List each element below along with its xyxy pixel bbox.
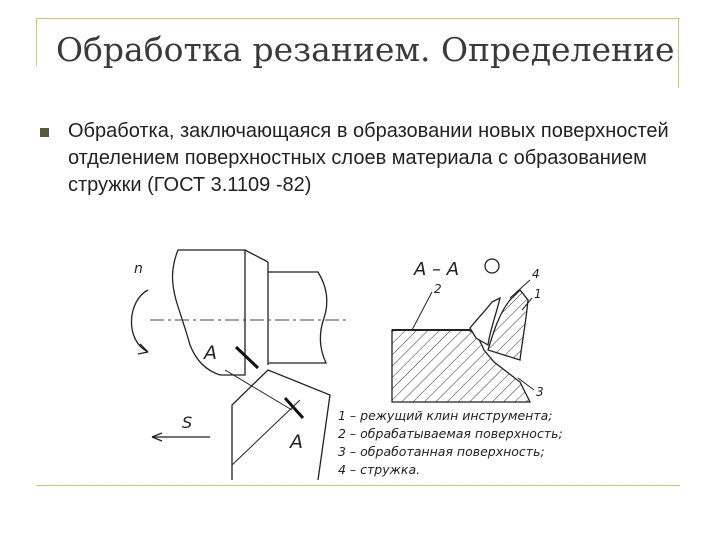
legend-item-1: 1 – режущий клин инструмента; xyxy=(338,408,553,423)
section-aa-label: А – А xyxy=(414,259,460,280)
num-1: 1 xyxy=(534,287,542,301)
label-section-a-lower: A xyxy=(290,431,303,453)
rotation-symbol xyxy=(485,259,499,273)
rotation-arrow xyxy=(131,290,148,352)
num-4: 4 xyxy=(532,267,540,281)
legend-item-3: 3 – обработанная поверхность; xyxy=(338,444,545,459)
label-section-a-upper: A xyxy=(204,342,217,364)
definition-text: Обработка, заключающаяся в образовании новых поверхностей отделением поверхностных слоев материала с образованием стружки (ГОСТ 3.1109 -82) xyxy=(68,120,669,196)
num-2: 2 xyxy=(434,282,442,296)
legend-item-4: 4 – стружка. xyxy=(338,462,421,477)
slide-title: Обработка резанием. Определение xyxy=(56,30,675,69)
label-n: n xyxy=(134,261,143,277)
tool-drawing xyxy=(232,370,330,480)
legend-item-2: 2 – обрабатываемая поверхность; xyxy=(338,426,563,441)
num-3: 3 xyxy=(536,385,544,399)
workpiece-drawing xyxy=(173,250,327,375)
leader-2 xyxy=(412,292,432,330)
label-s: S xyxy=(182,413,193,432)
